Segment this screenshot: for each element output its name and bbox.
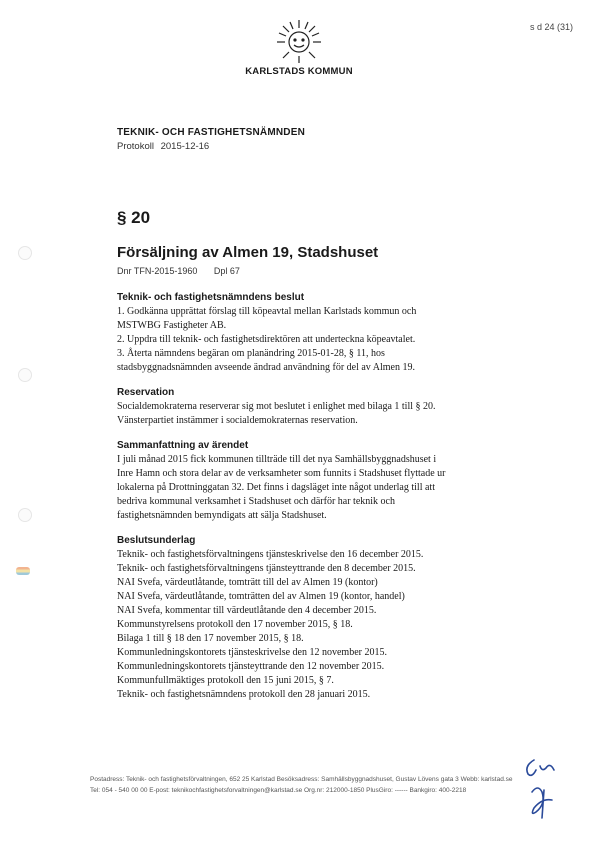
list-item: Teknik- och fastighetsförvaltningens tjänsteskrivelse den 16 december 2015.: [117, 549, 424, 560]
footer-contact: Tel: 054 - 540 00 00 E-post: teknikochfastighetsforvaltningen@karlstad.se Org.nr: 212000-1850 PlusGiro: ------ Bankgiro: 400-2218: [90, 787, 467, 794]
committee-name: TEKNIK- OCH FASTIGHETSNÄMNDEN: [117, 127, 306, 138]
municipality-logo: [244, 18, 354, 77]
protocol-label: Protokoll: [117, 141, 154, 152]
list-item: Bilaga 1 till § 18 den 17 november 2015, § 18.: [117, 633, 304, 644]
dpl-number: Dpl 67: [213, 266, 240, 276]
color-tab-marker: [16, 567, 30, 575]
punch-hole: [18, 508, 32, 522]
body-line: MSTWBG Fastigheter AB.: [117, 320, 227, 331]
dnr-number: Dnr TFN-2015-1960: [117, 266, 198, 276]
list-item: NAI Svefa, kommentar till värdeutlåtande den 4 december 2015.: [117, 605, 377, 616]
reference-numbers: [117, 266, 240, 276]
body-line: 3. Återta nämndens begäran om planändring 2015-01-28, § 11, hos: [117, 348, 385, 359]
page-footer: [90, 774, 530, 796]
organization-name: KARLSTADS KOMMUN: [245, 66, 353, 77]
basis-section: [117, 535, 497, 702]
body-line: I juli månad 2015 fick kommunen tillträde till det nya Samhällsbyggnadshuset i: [117, 454, 437, 465]
list-item: Kommunledningskontorets tjänsteyttrande den 12 november 2015.: [117, 661, 385, 672]
body-line: 2. Uppdra till teknik- och fastighetsdirektören att underteckna köpeavtalet.: [117, 334, 416, 345]
page-title: Försäljning av Almen 19, Stadshuset: [117, 244, 379, 261]
page-number: s d 24 (31): [529, 22, 573, 32]
list-item: Kommunledningskontorets tjänsteskrivelse den 12 november 2015.: [117, 647, 387, 658]
list-item: Kommunstyrelsens protokoll den 17 november 2015, § 18.: [117, 619, 353, 630]
section-heading: Reservation: [117, 387, 175, 398]
body-line: fastighetsnämnden bemyndigats att sälja Stadshuset.: [117, 510, 327, 521]
body-line: bedriva kommunal verksamhet i Stadshuset och därför har teknik och: [117, 496, 395, 507]
reservation-section: [117, 387, 497, 428]
section-number: § 20: [117, 208, 151, 227]
summary-section: [117, 440, 497, 523]
body-line: Socialdemokraterna reserverar sig mot beslutet i enlighet med bilaga 1 till § 20.: [117, 401, 436, 412]
body-line: 1. Godkänna upprättat förslag till köpeavtal mellan Karlstads kommun och: [117, 306, 417, 317]
body-line: lokalerna på Drottninggatan 32. Det finns i dagsläget inte något underlag till att: [117, 482, 435, 493]
section-heading: Beslutsunderlag: [117, 535, 196, 546]
body-line: Inre Hamn och stora delar av de verksamheter som funnits i Stadshuset flyttade ur: [117, 468, 446, 479]
list-item: Kommunfullmäktiges protokoll den 15 juni 2015, § 7.: [117, 675, 334, 686]
section-heading: Teknik- och fastighetsnämndens beslut: [117, 292, 305, 303]
body-line: stadsbyggnadsnämnden avseende ändrad användning för del av Almen 19.: [117, 362, 415, 373]
list-item: Teknik- och fastighetsförvaltningens tjänsteyttrande den 8 december 2015.: [117, 563, 416, 574]
document-header: [117, 127, 305, 152]
basis-list: [117, 548, 497, 702]
sun-icon: [275, 18, 323, 64]
punch-hole: [18, 246, 32, 260]
section-heading: Sammanfattning av ärendet: [117, 440, 249, 451]
document-body: [117, 292, 497, 714]
list-item: Teknik- och fastighetsnämndens protokoll den 28 januari 2015.: [117, 689, 371, 700]
list-item: NAI Svefa, värdeutlåtande, tomträtt till del av Almen 19 (kontor): [117, 577, 378, 588]
punch-hole: [18, 368, 32, 382]
footer-address: Postadress: Teknik- och fastighetsförvaltningen, 652 25 Karlstad Besöksadress: Samhällsbyggnadshuset, Gustav Lövens gata 3 Webb: karlstad.se: [90, 776, 513, 783]
body-line: Vänsterpartiet instämmer i socialdemokraternas reservation.: [117, 415, 358, 426]
protocol-date: 2015-12-16: [160, 141, 210, 152]
protocol-line: [117, 141, 305, 152]
list-item: NAI Svefa, värdeutlåtande, tomträtten del av Almen 19 (kontor, handel): [117, 591, 405, 602]
decision-section: [117, 292, 497, 375]
